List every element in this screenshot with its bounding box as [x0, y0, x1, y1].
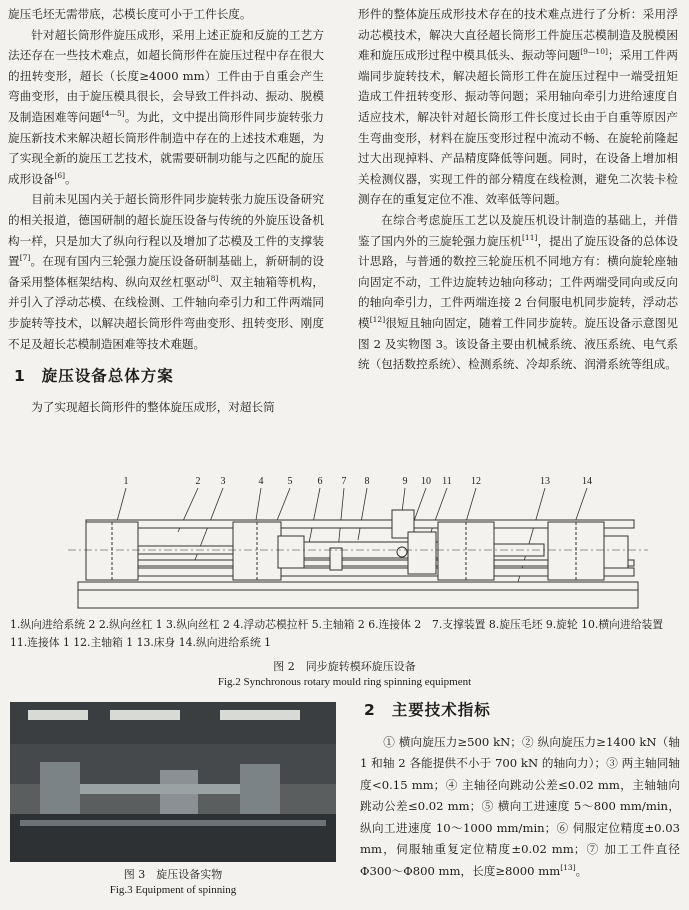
label-10: 10	[421, 476, 431, 487]
paragraph: 目前未见国内关于超长筒形件同步旋转张力旋压设备研究的相关报道，德国研制的超长旋压设备与传统的外旋压设备机构一样，只是加大了纵向行程以及增加了芯模及工件的支撑装置[7]。在现有国内三轮强力旋压设备研制基础上，新研制的设备采用整体框架结构、纵向双丝杠驱动[8]、双主轴箱等机构，并引入了浮动芯模、在线检测、工件轴向牵引力和工件两端同步旋转等技术，以解决超长筒形件弯曲变形、扭转变形、刚度不足及超长芯模制造困难等技术难题。	[8, 192, 324, 351]
figure-caption-en: Fig.3 Equipment of spinning	[109, 884, 237, 896]
paragraph: 为了实现超长筒形件的整体旋压成形，对超长筒	[31, 399, 275, 414]
paragraph: 在综合考虑旋压工艺以及旋压机设计制造的基础上，并借鉴了国内外的三旋轮强力旋压机[11]，提出了旋压设备的总体设计思路，与普通的数控三轮旋压机不同地方有：横向旋轮座轴向固定不动，工件边旋转边轴向移动；工件两端受同向或反向的轴向牵引力，工件两端连接 2 台伺服电机同步旋转，浮动芯模[12]很短且轴向固定，随着工件同步旋转。旋压设备示意图见图 2 及实物图 3。该设备主要由机械系统、液压系统、电气系统（包括数控系统）、检测系统、冷却系统、润滑系统等组成。	[358, 212, 678, 372]
label-6: 6	[317, 476, 323, 487]
label-11: 11	[442, 476, 452, 487]
figure-caption: 图 3 旋压设备实物	[123, 868, 223, 881]
equipment-photo	[10, 702, 336, 862]
paragraph: 形件的整体旋压成形技术存在的技术难点进行了分析：采用浮动芯模技术，解决大直径超长筒形工件旋压芯模制造及脱模困难和旋压成形过程中模具低头、振动等问题[9—10]；采用工件两端同步旋转技术，解决超长筒形工件在旋压过程中一端受扭矩造成工件扭转变形、振动等问题；采用轴向牵引力进给速度自适应技术，解决针对超长筒形工件长度过长由于自重等原因产生弯曲变形，材料在旋压变形过程中流动不畅、在旋轮前隆起过大出现掉料、产品精度降低等问题。同时，在设备上增加相关检测仪器，实现工件的部分精度在线检测，避免二次装卡检测存在的重复定位不准、效率低等问题。	[358, 7, 678, 207]
label-4: 4	[258, 476, 264, 487]
legend-line: 11.连接体 1 12.主轴箱 1 13.床身 14.纵向进给系统 1	[10, 636, 272, 649]
label-5: 5	[287, 476, 293, 487]
left-column	[8, 4, 324, 417]
label-7: 7	[341, 476, 347, 487]
paragraph: 针对超长筒形件旋压成形，采用上述正旋和反旋的工艺方法还存在一些技术难点，如超长筒形件在旋压过程中存在很大的扭转变形，超长（长度≥4000 mm）工件由于自重会产生弯曲变形，由于旋压模具很长，会导致工件抖动、振动、脱模及制造困难等问题[4—5]。为此，文中提出筒形件同步旋转张力旋压新技术来解决超长筒形件制造中存在的上述技术难题，为了实现全新的旋压工艺技术，就需要研制功能与之匹配的旋压成形设备[6]。	[8, 27, 324, 186]
spec-section	[360, 700, 680, 882]
label-8: 8	[364, 476, 370, 487]
figure-caption-en: Fig.2 Synchronous rotary mould ring spinning equipment	[217, 676, 472, 688]
label-1: 1	[123, 476, 129, 487]
paragraph: 旋压毛坯无需带底，芯模长度可小于工件长度。	[8, 7, 252, 21]
label-12: 12	[471, 476, 481, 487]
legend-line: 1.纵向进给系统 2 2.纵向丝杠 1 3.纵向丝杠 2 4.浮动芯模拉杆 5.主轴箱 2 6.连接体 2 7.支撑装置 8.旋压毛坯 9.旋轮 10.横向进给装置	[10, 618, 664, 631]
figure-legend	[10, 616, 680, 652]
section-heading: 1 旋压设备总体方案	[14, 367, 174, 386]
figure-caption: 图 2 同步旋转模环旋压设备	[273, 660, 416, 673]
label-14: 14	[582, 476, 592, 487]
label-2: 2	[195, 476, 201, 487]
paragraph: ① 横向旋压力≥500 kN；② 纵向旋压力≥1400 kN（轴 1 和轴 2 各能提供不小于 700 kN 的轴向力）；③ 两主轴同轴度<0.15 mm；④ 主轴径向跳动公差≤0.02 mm，主轴轴向跳动公差≤0.02 mm；⑤ 横向工进速度 5～800 mm/min，纵向工进速度 10～1000 mm/min；⑥ 伺服定位精度±0.03 mm，伺服轴重复定位精度±0.02 mm；⑦ 加工工件直径 Φ300～Φ800 mm，长度≥8000 mm[13]。	[360, 734, 680, 878]
label-13: 13	[540, 476, 550, 487]
right-column	[358, 4, 678, 375]
equipment-diagram	[8, 470, 682, 615]
label-3: 3	[220, 476, 226, 487]
label-9: 9	[402, 476, 408, 487]
section-heading: 2 主要技术指标	[364, 701, 491, 719]
